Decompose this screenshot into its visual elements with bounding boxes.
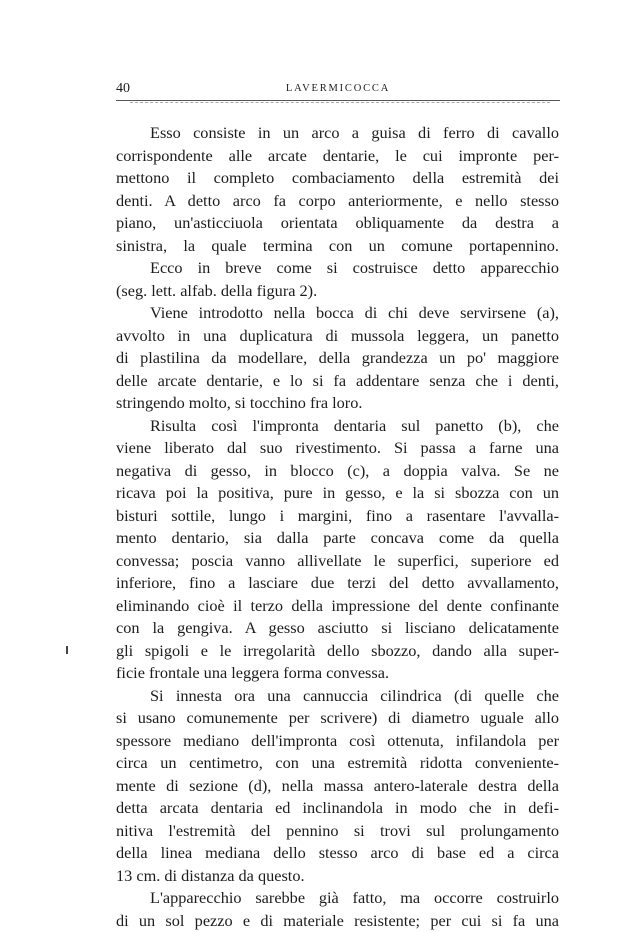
text-line: Si innesta ora una cannuccia cilindrica (di quelle che: [116, 685, 559, 708]
text-line: convessa; poscia vanno allivellate le superfici, superiore ed: [116, 550, 559, 573]
text-line: sinistra, la quale termina con un comune portapennino.: [116, 235, 559, 258]
text-line: ficie frontale una leggera forma convessa.: [116, 662, 559, 685]
text-line: L'apparecchio sarebbe già fatto, ma occorre costruirlo: [116, 887, 559, 910]
text-line: gli spigoli e le irregolarità dello sbozzo, dando alla super-: [116, 640, 559, 663]
text-line: avvolto in una duplicatura di mussola leggera, un panetto: [116, 325, 559, 348]
text-line: denti. A detto arco fa corpo anteriormente, e nello stesso: [116, 190, 559, 213]
text-line: negativa di gesso, in blocco (c), a doppia valva. Se ne: [116, 460, 559, 483]
text-line: Esso consiste in un arco a guisa di ferro di cavallo: [116, 122, 559, 145]
text-line: circa un centimetro, con una estremità ridotta conveniente-: [116, 752, 559, 775]
page-header: [116, 80, 560, 98]
text-line: inferiore, fino a lasciare due terzi del detto avvallamento,: [116, 572, 559, 595]
text-line: corrispondente alle arcate dentarie, le cui impronte per-: [116, 145, 559, 168]
text-line: Ecco in breve come si costruisce detto apparecchio: [116, 257, 559, 280]
text-line: (seg. lett. alfab. della figura 2).: [116, 280, 559, 303]
text-line: si usano comunemente per scrivere) di diametro uguale allo: [116, 707, 559, 730]
text-line: stringendo molto, si tocchino fra loro.: [116, 392, 559, 415]
header-rule: [116, 100, 560, 101]
margin-mark: [66, 646, 68, 654]
text-line: Risulta così l'impronta dentaria sul panetto (b), che: [116, 415, 559, 438]
text-line: di plastilina da modellare, della grandezza un po' maggiore: [116, 347, 559, 370]
text-line: nitiva l'estremità del pennino si trovi sul prolungamento: [116, 820, 559, 843]
text-line: detta arcata dentaria ed inclinandola in modo che in defi-: [116, 797, 559, 820]
text-line: eliminando cioè il terzo della impressione del dente confinante: [116, 595, 559, 618]
text-line: ricava poi la positiva, pure in gesso, e la si sbozza con un: [116, 482, 559, 505]
text-line: con la gengiva. A gesso asciutto si lisciano delicatamente: [116, 617, 559, 640]
text-line: spessore mediano dell'impronta così ottenuta, infilandola per: [116, 730, 559, 753]
page-number: 40: [116, 80, 130, 98]
text-line: di un sol pezzo e di materiale resistente; per cui si fa una: [116, 910, 559, 932]
text-line: mento dentario, sia dalla parte concava come da quella: [116, 527, 559, 550]
text-line: della linea mediana dello stesso arco di base ed a circa: [116, 842, 559, 865]
text-line: mente di sezione (d), nella massa antero-laterale destra della: [116, 775, 559, 798]
header-rule-faint: [130, 102, 550, 103]
text-line: delle arcate dentarie, e lo si fa addentare senza che i denti,: [116, 370, 559, 393]
text-line: piano, un'asticciuola orientata obliquamente da destra a: [116, 212, 559, 235]
text-line: mettono il completo combaciamento della estremità dei: [116, 167, 559, 190]
running-title: LAVERMICOCCA: [116, 81, 560, 97]
body-text: [116, 122, 559, 932]
text-line: Viene introdotto nella bocca di chi deve servirsene (a),: [116, 302, 559, 325]
text-line: 13 cm. di distanza da questo.: [116, 865, 559, 888]
text-line: viene liberato dal suo rivestimento. Si passa a farne una: [116, 437, 559, 460]
text-line: bisturi sottile, lungo i margini, fino a rasentare l'avvalla-: [116, 505, 559, 528]
